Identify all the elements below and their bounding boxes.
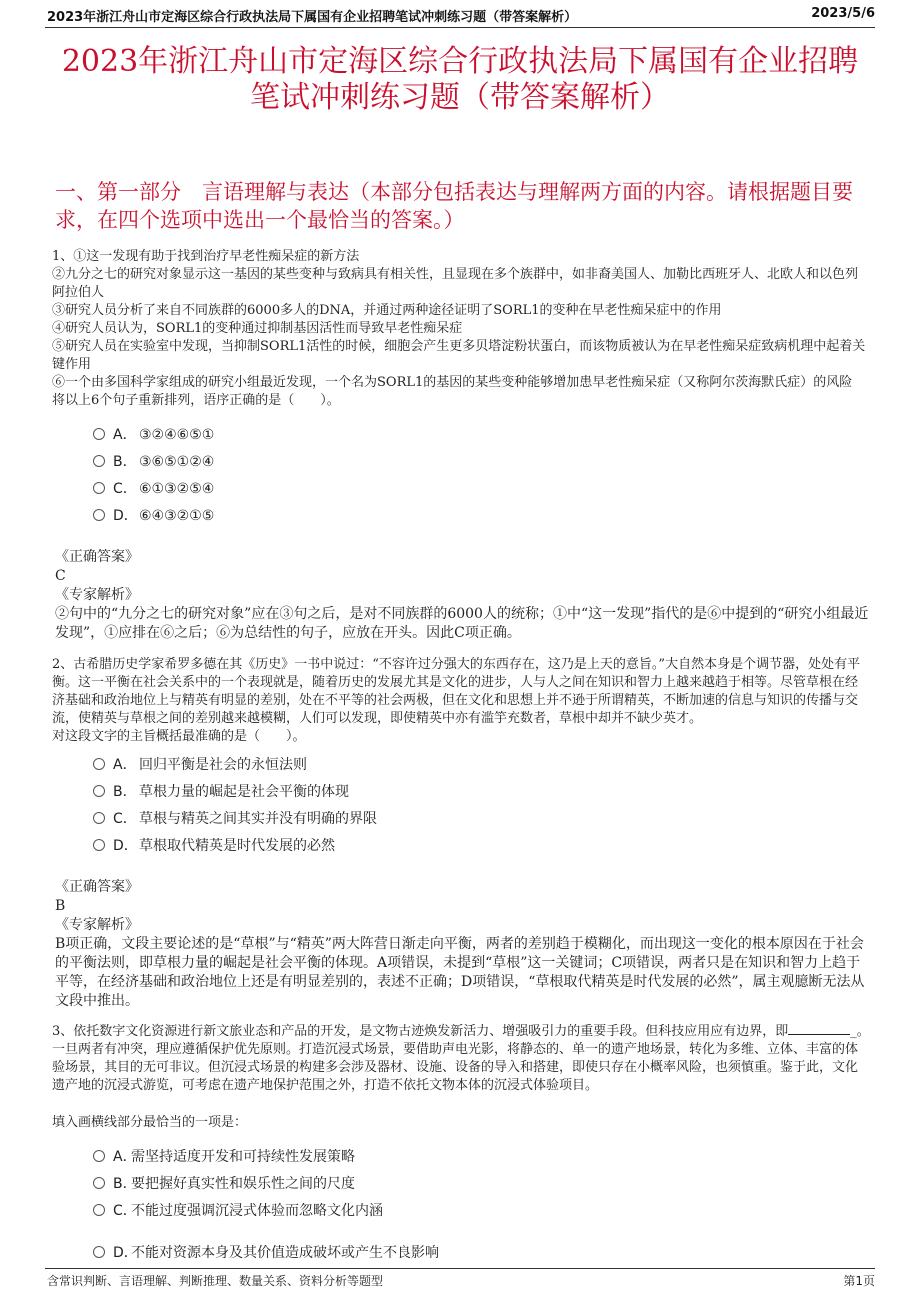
analysis-label: 《专家解析》 xyxy=(55,587,139,603)
q3-text: 3、依托数字文化资源进行新文旅业态和产品的开发，是文物古迹焕发新活力、增强吸引力的重要手段。但科技应用应有边界，即 _。一旦两者有冲突，理应遵循保护优先原则。打造沉浸式场景，要借助声电光影，将静态的、单一的遗产地场景，转化为多维、立体、丰富的体验场景，其目的无可非议。但沉浸式场景的构建多会涉及器材、设施、设备的导入和搭建，即使只存在小概率风险，也须慎重。鉴于此，文化遗产地的沉浸式游览，可考虑在遗产地保护范围之外，打造不依托文物本体的沉浸式体验项目。 xyxy=(52,1024,870,1093)
q3-option-b[interactable]: B．要把握好真实性和娱乐性之间的尺度 xyxy=(93,1175,355,1193)
radio-icon[interactable] xyxy=(93,509,105,521)
answer-value: B xyxy=(55,898,66,914)
analysis-text: B项正确，文段主要论述的是“草根”与“精英”两大阵营日渐走向平衡，两者的差别趋于模糊化，而出现这一变化的根本原因在于社会的平衡法则，即草根力量的崛起是社会平衡的体现。A项错误，未提到“草根”这一关键词；C项错误，两者只是在知识和智力上趋于平等，在经济基础和政治地位上还是有明显差别的，表述不正确；D项错误，“草根取代精英是时代发展的必然”，属主观臆断无法从文段中推出。 xyxy=(55,936,865,1009)
q1-option-b[interactable]: B． ③⑥⑤①②④ xyxy=(93,453,214,471)
q3-option-a[interactable]: A．需坚持适度开发和可持续性发展策略 xyxy=(93,1148,355,1166)
section-heading: 一、第一部分 言语理解与表达（本部分包括表达与理解两方面的内容。请根据题目要求，在四个选项中选出一个最恰当的答案。） xyxy=(55,180,853,232)
q1-option-a[interactable]: A． ③②④⑥⑤① xyxy=(93,426,214,444)
analysis-text: ②句中的“九分之七的研究对象”应在③句之后，是对不同族群的6000人的统称；①中“这一发现”指代的是⑥中提到的“研究小组最近发现”，①应排在⑥之后；⑥为总结性的句子，应放在开头。因此C项正确。 xyxy=(55,606,869,641)
analysis-label: 《专家解析》 xyxy=(55,917,139,933)
radio-icon[interactable] xyxy=(93,1177,105,1189)
radio-icon[interactable] xyxy=(93,1204,105,1216)
fill-blank[interactable] xyxy=(788,1022,850,1035)
q2-answer-block xyxy=(55,878,870,1011)
footer-divider xyxy=(45,1268,875,1269)
radio-icon[interactable] xyxy=(93,482,105,494)
radio-icon[interactable] xyxy=(93,1150,105,1162)
radio-icon[interactable] xyxy=(93,758,105,770)
answer-value: C xyxy=(55,568,66,584)
answer-label: 《正确答案》 xyxy=(55,549,139,565)
q1-line: 1、①这一发现有助于找到治疗早老性痴呆症的新方法 xyxy=(52,249,360,264)
question-3-stem xyxy=(52,1022,870,1095)
q1-option-d[interactable]: D．⑥④③②①⑤ xyxy=(93,507,214,525)
radio-icon[interactable] xyxy=(93,839,105,851)
q1-line: ⑥一个由多国科学家组成的研究小组最近发现，一个名为SORL1的基因的某些变种能够增加患早老性痴呆症（又称阿尔茨海默氏症）的风险 xyxy=(52,375,853,390)
radio-icon[interactable] xyxy=(93,812,105,824)
answer-label: 《正确答案》 xyxy=(55,879,139,895)
radio-icon[interactable] xyxy=(93,455,105,467)
radio-icon[interactable] xyxy=(93,428,105,440)
radio-icon[interactable] xyxy=(93,785,105,797)
q1-option-c[interactable]: C． ⑥①③②⑤④ xyxy=(93,480,214,498)
page-header xyxy=(0,0,920,30)
q1-line: ④研究人员认为，SORL1的变种通过抑制基因活性而导致早老性痴呆症 xyxy=(52,321,463,336)
q2-option-a[interactable]: A． 回归平衡是社会的永恒法则 xyxy=(93,756,307,774)
page-number: 第1页 xyxy=(843,1274,875,1288)
q2-option-d[interactable]: D．草根取代精英是时代发展的必然 xyxy=(93,837,335,855)
q2-line: 2、古希腊历史学家希罗多德在其《历史》一书中说过：“不容许过分强大的东西存在，这乃是上天的意旨。”大自然本身是个调节器，处处有平衡。这一平衡在社会关系中的一个表现就是，随着历史的发展尤其是文化的进步，人与人之间在知识和智力上越来越趋于相等。尽管草根在经济基础和政治地位上与精英有明显的差别，处在不平等的社会两极，但在文化和思想上并不逊于所谓精英，不断加速的信息与知识的传播与交流，使精英与草根之间的差别越来越模糊，人们可以发现，即使精英中亦有滥竽充数者，草根中却并不缺少英才。 xyxy=(52,657,861,726)
q1-line: ②九分之七的研究对象显示这一基因的某些变种与致病具有相关性，且显现在多个族群中，如非裔美国人、加勒比西班牙人、北欧人和以色列阿拉伯人 xyxy=(52,267,859,300)
q1-answer-block xyxy=(55,548,870,643)
q2-option-c[interactable]: C． 草根与精英之间其实并没有明确的界限 xyxy=(93,810,377,828)
q3-option-c[interactable]: C．不能过度强调沉浸式体验而忽略文化内涵 xyxy=(93,1202,383,1220)
q3-option-d[interactable]: D．不能对资源本身及其价值造成破坏或产生不良影响 xyxy=(93,1244,439,1262)
q3-prompt: 填入画横线部分最恰当的一项是： xyxy=(52,1115,248,1130)
header-doc-title: 2023年浙江舟山市定海区综合行政执法局下属国有企业招聘笔试冲刺练习题（带答案解析） xyxy=(47,10,578,25)
q1-line: 将以上6个句子重新排列，语序正确的是（ ）。 xyxy=(52,393,340,408)
header-date: 2023/5/6 xyxy=(811,6,875,21)
footer-description: 含常识判断、言语理解、判断推理、数量关系、资料分析等题型 xyxy=(47,1274,384,1288)
question-1-stem xyxy=(52,248,870,410)
question-2-stem xyxy=(52,656,870,746)
q1-line: ⑤研究人员在实验室中发现，当抑制SORL1活性的时候，细胞会产生更多贝塔淀粉状蛋白，而该物质被认为在早老性痴呆症致病机理中起着关键作用 xyxy=(52,339,866,372)
q1-line: ③研究人员分析了来自不同族群的6000多人的DNA，并通过两种途径证明了SORL1的变种在早老性痴呆症中的作用 xyxy=(52,303,722,318)
q2-line: 对这段文字的主旨概括最准确的是（ ）。 xyxy=(52,729,306,744)
q2-option-b[interactable]: B． 草根力量的崛起是社会平衡的体现 xyxy=(93,783,349,801)
header-divider xyxy=(45,27,875,28)
radio-icon[interactable] xyxy=(93,1246,105,1258)
page-title: 2023年浙江舟山市定海区综合行政执法局下属国有企业招聘笔试冲刺练习题（带答案解析） xyxy=(61,44,859,115)
